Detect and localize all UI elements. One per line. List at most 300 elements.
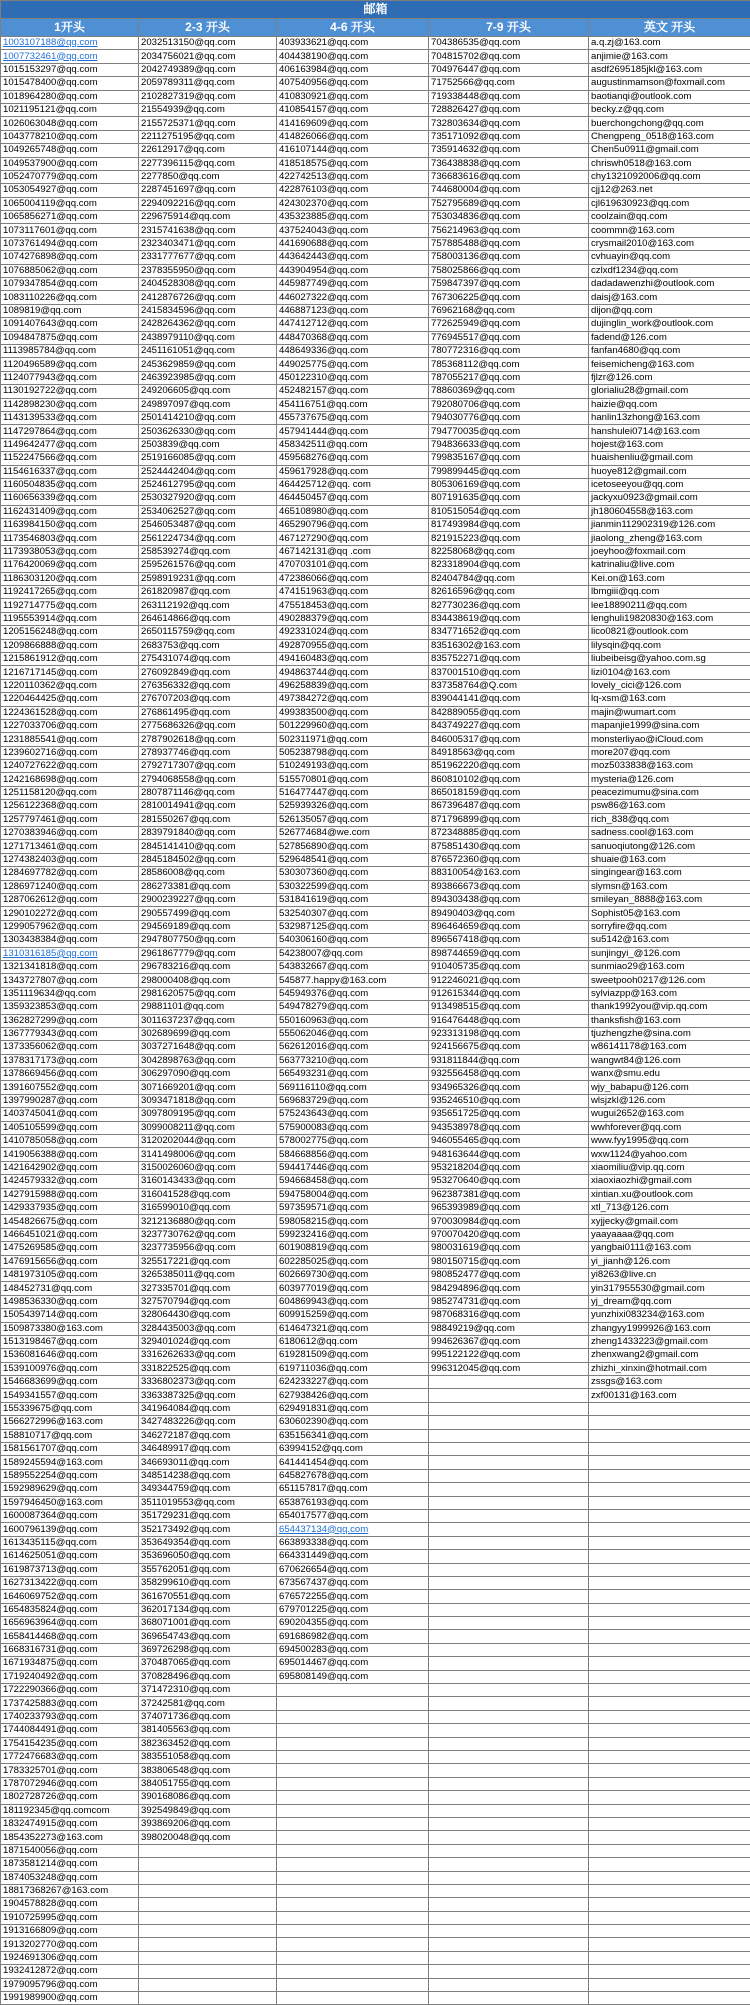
- email-cell[interactable]: 464450457@qq.com: [277, 492, 429, 505]
- email-cell[interactable]: 1373356062@qq.com: [1, 1041, 139, 1054]
- email-cell[interactable]: 1359323853@qq.com: [1, 1001, 139, 1014]
- email-cell[interactable]: 630602390@qq.com: [277, 1416, 429, 1429]
- email-cell[interactable]: 1668316731@qq.com: [1, 1643, 139, 1656]
- email-cell[interactable]: 286273381@qq.com: [139, 880, 277, 893]
- email-cell[interactable]: 752795689@qq.com: [429, 197, 589, 210]
- email-cell[interactable]: 1589245594@163.com: [1, 1456, 139, 1469]
- email-cell[interactable]: tjuzhengzhe@sina.com: [589, 1027, 750, 1040]
- email-cell[interactable]: coolzain@qq.com: [589, 211, 750, 224]
- email-cell[interactable]: 994626367@qq.com: [429, 1335, 589, 1348]
- email-cell[interactable]: 3093471818@qq.com: [139, 1094, 277, 1107]
- email-cell[interactable]: 370828496@qq.com: [139, 1670, 277, 1683]
- email-cell[interactable]: 437524043@qq.com: [277, 224, 429, 237]
- email-cell[interactable]: 296783216@qq.com: [139, 960, 277, 973]
- email-cell[interactable]: 679701225@qq.com: [277, 1603, 429, 1616]
- email-cell[interactable]: 987068316@qq.com: [429, 1309, 589, 1322]
- email-cell[interactable]: 435323885@qq.com: [277, 211, 429, 224]
- email-cell[interactable]: 370487065@qq.com: [139, 1657, 277, 1670]
- email-cell[interactable]: 1539100976@qq.com: [1, 1362, 139, 1375]
- email-cell[interactable]: 598058215@qq.com: [277, 1215, 429, 1228]
- email-cell[interactable]: 1242168698@qq.com: [1, 773, 139, 786]
- email-cell[interactable]: 780772316@qq.com: [429, 344, 589, 357]
- email-cell[interactable]: [589, 1844, 750, 1857]
- email-cell[interactable]: 472386066@qq.com: [277, 572, 429, 585]
- email-cell[interactable]: [589, 1751, 750, 1764]
- email-cell[interactable]: [277, 1751, 429, 1764]
- email-cell[interactable]: wxw1124@yahoo.com: [589, 1148, 750, 1161]
- email-cell[interactable]: Chen5u0911@gmail.com: [589, 144, 750, 157]
- email-cell[interactable]: 1091407643@qq.com: [1, 318, 139, 331]
- email-cell[interactable]: 1772476683@qq.com: [1, 1751, 139, 1764]
- email-cell[interactable]: 510249193@qq.com: [277, 760, 429, 773]
- email-cell[interactable]: [277, 1884, 429, 1897]
- email-cell[interactable]: 934965326@qq.com: [429, 1081, 589, 1094]
- email-cell[interactable]: 2451161051@qq.com: [139, 344, 277, 357]
- email-cell[interactable]: lbmgiii@qq.com: [589, 586, 750, 599]
- email-cell[interactable]: feisemicheng@163.com: [589, 358, 750, 371]
- email-cell[interactable]: 1597946450@163.com: [1, 1496, 139, 1509]
- email-cell[interactable]: 736683616@qq.com: [429, 170, 589, 183]
- email-cell[interactable]: katrinaliu@live.com: [589, 559, 750, 572]
- email-cell[interactable]: 875851430@qq.com: [429, 840, 589, 853]
- email-cell[interactable]: [589, 1764, 750, 1777]
- email-cell[interactable]: 448470368@qq.com: [277, 331, 429, 344]
- email-cell[interactable]: yi8263@live.cn: [589, 1268, 750, 1281]
- email-cell[interactable]: 1619873713@qq.com: [1, 1563, 139, 1576]
- email-cell[interactable]: 98849219@qq.com: [429, 1322, 589, 1335]
- email-cell[interactable]: 1173546803@qq.com: [1, 532, 139, 545]
- email-cell[interactable]: 298000408@qq.com: [139, 974, 277, 987]
- email-cell[interactable]: [429, 1643, 589, 1656]
- email-cell[interactable]: 470703101@qq.com: [277, 559, 429, 572]
- email-cell[interactable]: sylviazpp@163.com: [589, 987, 750, 1000]
- email-cell[interactable]: dujinglin_work@outlook.com: [589, 318, 750, 331]
- email-cell[interactable]: 872348885@qq.com: [429, 827, 589, 840]
- email-cell[interactable]: haizie@qq.com: [589, 398, 750, 411]
- email-cell[interactable]: 1074276898@qq.com: [1, 251, 139, 264]
- email-cell[interactable]: 1162431409@qq.com: [1, 505, 139, 518]
- email-cell[interactable]: 2438979110@qq.com: [139, 331, 277, 344]
- email-cell[interactable]: 735914632@qq.com: [429, 144, 589, 157]
- email-cell[interactable]: 1073761494@qq.com: [1, 237, 139, 250]
- email-cell[interactable]: 54238007@qq.com: [277, 947, 429, 960]
- email-cell[interactable]: 18817368267@163.com: [1, 1884, 139, 1897]
- email-cell[interactable]: 569116110@qq.com: [277, 1081, 429, 1094]
- email-cell[interactable]: 1192714775@qq.com: [1, 599, 139, 612]
- email-cell[interactable]: [589, 1724, 750, 1737]
- column-header-7-9[interactable]: 7-9 开头: [429, 19, 589, 37]
- email-cell[interactable]: [139, 1992, 277, 2005]
- email-cell[interactable]: 732803634@qq.com: [429, 117, 589, 130]
- email-cell[interactable]: zhenxwang2@gmail.com: [589, 1349, 750, 1362]
- email-cell[interactable]: [429, 1898, 589, 1911]
- email-cell[interactable]: sadness.cool@163.com: [589, 827, 750, 840]
- email-cell[interactable]: 695014467@qq.com: [277, 1657, 429, 1670]
- email-cell[interactable]: 1719240492@qq.com: [1, 1670, 139, 1683]
- email-cell[interactable]: 1015478400@qq.com: [1, 77, 139, 90]
- email-cell[interactable]: 2032513150@qq.com: [139, 37, 277, 50]
- email-cell[interactable]: [429, 1496, 589, 1509]
- email-cell[interactable]: [277, 1938, 429, 1951]
- email-cell[interactable]: 767306225@qq.com: [429, 291, 589, 304]
- email-cell[interactable]: [429, 1724, 589, 1737]
- email-cell[interactable]: joeyhoo@foxmail.com: [589, 545, 750, 558]
- email-cell[interactable]: 448649336@qq.com: [277, 344, 429, 357]
- email-cell[interactable]: 2807871146@qq.com: [139, 786, 277, 799]
- email-cell[interactable]: 1613435115@qq.com: [1, 1536, 139, 1549]
- email-cell[interactable]: 362017134@qq.com: [139, 1603, 277, 1616]
- email-cell[interactable]: 410854157@qq.com: [277, 103, 429, 116]
- email-cell[interactable]: 89490403@qq.com: [429, 907, 589, 920]
- email-cell[interactable]: 229675914@qq.com: [139, 211, 277, 224]
- email-cell[interactable]: 1160504835@qq.com: [1, 478, 139, 491]
- email-cell[interactable]: 1149642477@qq.com: [1, 438, 139, 451]
- email-cell[interactable]: 465290796@qq.com: [277, 519, 429, 532]
- email-cell[interactable]: 2810014941@qq.com: [139, 800, 277, 813]
- email-cell[interactable]: 736438838@qq.com: [429, 157, 589, 170]
- email-cell[interactable]: 1205156248@qq.com: [1, 626, 139, 639]
- email-cell[interactable]: [277, 1804, 429, 1817]
- email-cell[interactable]: su5142@163.com: [589, 934, 750, 947]
- email-cell[interactable]: [139, 1978, 277, 1991]
- email-cell[interactable]: 563773210@qq.com: [277, 1054, 429, 1067]
- email-cell[interactable]: 1910725995@qq.com: [1, 1911, 139, 1924]
- email-cell[interactable]: 1498536330@qq.com: [1, 1295, 139, 1308]
- email-cell[interactable]: [429, 1670, 589, 1683]
- email-cell[interactable]: 1627313422@qq.com: [1, 1576, 139, 1589]
- email-cell[interactable]: [589, 1898, 750, 1911]
- email-cell[interactable]: 676572255@qq.com: [277, 1590, 429, 1603]
- email-cell[interactable]: 1932412872@qq.com: [1, 1965, 139, 1978]
- email-cell[interactable]: [277, 1710, 429, 1723]
- email-cell[interactable]: [589, 1871, 750, 1884]
- email-cell[interactable]: 416107144@qq.com: [277, 144, 429, 157]
- email-cell[interactable]: 602669730@qq.com: [277, 1268, 429, 1281]
- email-cell[interactable]: 474151963@qq.com: [277, 586, 429, 599]
- email-cell[interactable]: 2294092216@qq.com: [139, 197, 277, 210]
- email-cell[interactable]: 352173492@qq.com: [139, 1523, 277, 1536]
- email-cell[interactable]: 3237730762@qq.com: [139, 1228, 277, 1241]
- email-cell[interactable]: 735171092@qq.com: [429, 130, 589, 143]
- email-cell[interactable]: [429, 1965, 589, 1978]
- email-cell[interactable]: thank1992you@vip.qq.com: [589, 1001, 750, 1014]
- email-cell[interactable]: [429, 1509, 589, 1522]
- email-cell[interactable]: 1195553914@qq.com: [1, 612, 139, 625]
- email-cell[interactable]: 1740233793@qq.com: [1, 1710, 139, 1723]
- email-cell[interactable]: 2503626330@qq.com: [139, 425, 277, 438]
- email-cell[interactable]: 871796899@qq.com: [429, 813, 589, 826]
- email-cell[interactable]: 670626654@qq.com: [277, 1563, 429, 1576]
- email-cell[interactable]: 441690688@qq.com: [277, 237, 429, 250]
- email-cell[interactable]: [589, 1630, 750, 1643]
- email-cell[interactable]: 898744659@qq.com: [429, 947, 589, 960]
- email-cell[interactable]: 490288379@qq.com: [277, 612, 429, 625]
- email-cell[interactable]: 759847397@qq.com: [429, 278, 589, 291]
- email-cell[interactable]: 2042749389@qq.com: [139, 63, 277, 76]
- email-cell[interactable]: mysteria@126.com: [589, 773, 750, 786]
- email-cell[interactable]: 1284697782@qq.com: [1, 867, 139, 880]
- email-cell[interactable]: 1466451021@qq.com: [1, 1228, 139, 1241]
- email-cell[interactable]: 932556458@qq.com: [429, 1068, 589, 1081]
- email-cell[interactable]: dijon@qq.com: [589, 304, 750, 317]
- email-cell[interactable]: 353649354@qq.com: [139, 1536, 277, 1549]
- email-cell[interactable]: 1094847875@qq.com: [1, 331, 139, 344]
- email-cell[interactable]: 654437134@qq.com: [277, 1523, 429, 1536]
- email-cell[interactable]: 294569189@qq.com: [139, 920, 277, 933]
- email-cell[interactable]: 1646069752@qq.com: [1, 1590, 139, 1603]
- email-cell[interactable]: becky.z@qq.com: [589, 103, 750, 116]
- email-cell[interactable]: 673567437@qq.com: [277, 1576, 429, 1589]
- email-cell[interactable]: 550160963@qq.com: [277, 1014, 429, 1027]
- email-cell[interactable]: [589, 1777, 750, 1790]
- email-cell[interactable]: [429, 1884, 589, 1897]
- email-cell[interactable]: 744680004@qq.com: [429, 184, 589, 197]
- email-cell[interactable]: 452482157@qq.com: [277, 385, 429, 398]
- email-cell[interactable]: 704815702@qq.com: [429, 50, 589, 63]
- email-cell[interactable]: 555062046@qq.com: [277, 1027, 429, 1040]
- email-cell[interactable]: 1536081646@qq.com: [1, 1349, 139, 1362]
- email-cell[interactable]: 2546053487@qq.com: [139, 519, 277, 532]
- email-cell[interactable]: 916476448@qq.com: [429, 1014, 589, 1027]
- email-cell[interactable]: 1192417265@qq.com: [1, 586, 139, 599]
- email-cell[interactable]: 602285025@qq.com: [277, 1255, 429, 1268]
- email-cell[interactable]: [139, 1858, 277, 1871]
- email-cell[interactable]: 381405563@qq.com: [139, 1724, 277, 1737]
- email-cell[interactable]: 1015153297@qq.com: [1, 63, 139, 76]
- email-cell[interactable]: 3284435003@qq.com: [139, 1322, 277, 1335]
- email-cell[interactable]: 2839791840@qq.com: [139, 827, 277, 840]
- email-cell[interactable]: 1509873380@163.com: [1, 1322, 139, 1335]
- email-cell[interactable]: 3511019553@qq.com: [139, 1496, 277, 1509]
- email-cell[interactable]: 953218204@qq.com: [429, 1161, 589, 1174]
- email-cell[interactable]: xiaoxiaozhi@gmail.com: [589, 1175, 750, 1188]
- email-cell[interactable]: 3363387325@qq.com: [139, 1389, 277, 1402]
- email-cell[interactable]: 787055217@qq.com: [429, 371, 589, 384]
- email-cell[interactable]: 2287451697@qq.com: [139, 184, 277, 197]
- email-cell[interactable]: 276356332@qq.com: [139, 679, 277, 692]
- email-cell[interactable]: [277, 1992, 429, 2005]
- email-cell[interactable]: cjj12@263.net: [589, 184, 750, 197]
- email-cell[interactable]: 1658414468@qq.com: [1, 1630, 139, 1643]
- email-cell[interactable]: icetoseeyou@qq.com: [589, 478, 750, 491]
- email-cell[interactable]: 1505439714@qq.com: [1, 1309, 139, 1322]
- email-cell[interactable]: [277, 1871, 429, 1884]
- email-cell[interactable]: 893866673@qq.com: [429, 880, 589, 893]
- email-cell[interactable]: 2503839@qq.com: [139, 438, 277, 451]
- email-cell[interactable]: 258539274@qq.com: [139, 545, 277, 558]
- email-cell[interactable]: [429, 1858, 589, 1871]
- email-cell[interactable]: 407540956@qq.com: [277, 77, 429, 90]
- email-cell[interactable]: 275431074@qq.com: [139, 652, 277, 665]
- email-cell[interactable]: 390168086@qq.com: [139, 1791, 277, 1804]
- email-cell[interactable]: [429, 1617, 589, 1630]
- email-cell[interactable]: 1299057962@qq.com: [1, 920, 139, 933]
- email-cell[interactable]: zssgs@163.com: [589, 1376, 750, 1389]
- email-cell[interactable]: 1991989900@qq.com: [1, 1992, 139, 2005]
- email-cell[interactable]: yaayaaaa@qq.com: [589, 1228, 750, 1241]
- email-cell[interactable]: 1065856271@qq.com: [1, 211, 139, 224]
- email-cell[interactable]: 492870955@qq.com: [277, 639, 429, 652]
- email-cell[interactable]: 834438619@qq.com: [429, 612, 589, 625]
- email-cell[interactable]: 1251158120@qq.com: [1, 786, 139, 799]
- email-cell[interactable]: 82616596@qq.com: [429, 586, 589, 599]
- email-cell[interactable]: [139, 1951, 277, 1964]
- email-cell[interactable]: 158810717@qq.com: [1, 1429, 139, 1442]
- email-cell[interactable]: 278937746@qq.com: [139, 746, 277, 759]
- email-cell[interactable]: 1802728726@qq.com: [1, 1791, 139, 1804]
- email-cell[interactable]: 458342511@qq.com: [277, 438, 429, 451]
- email-cell[interactable]: [429, 1911, 589, 1924]
- email-cell[interactable]: slymsn@163.com: [589, 880, 750, 893]
- email-cell[interactable]: dadadawenzhi@outlook.com: [589, 278, 750, 291]
- email-cell[interactable]: hojest@163.com: [589, 438, 750, 451]
- email-cell[interactable]: 450122310@qq.com: [277, 371, 429, 384]
- email-cell[interactable]: 1581561707@qq.com: [1, 1443, 139, 1456]
- email-cell[interactable]: [429, 1523, 589, 1536]
- email-cell[interactable]: 614647321@qq.com: [277, 1322, 429, 1335]
- email-cell[interactable]: [139, 1844, 277, 1857]
- email-cell[interactable]: [139, 1911, 277, 1924]
- email-cell[interactable]: 794030776@qq.com: [429, 411, 589, 424]
- email-cell[interactable]: baotianqi@outlook.com: [589, 90, 750, 103]
- email-cell[interactable]: 817493984@qq.com: [429, 519, 589, 532]
- email-cell[interactable]: 597359571@qq.com: [277, 1201, 429, 1214]
- email-cell[interactable]: 467127290@qq.com: [277, 532, 429, 545]
- email-cell[interactable]: [139, 1871, 277, 1884]
- email-cell[interactable]: 2315741638@qq.com: [139, 224, 277, 237]
- email-cell[interactable]: [429, 1831, 589, 1844]
- email-cell[interactable]: zheng1433223@gmail.com: [589, 1335, 750, 1348]
- email-cell[interactable]: [429, 1536, 589, 1549]
- email-cell[interactable]: 351729231@qq.com: [139, 1509, 277, 1522]
- email-cell[interactable]: 629491831@qq.com: [277, 1402, 429, 1415]
- email-cell[interactable]: 1343727807@qq.com: [1, 974, 139, 987]
- email-cell[interactable]: [429, 1483, 589, 1496]
- email-cell[interactable]: cjl619630923@qq.com: [589, 197, 750, 210]
- email-cell[interactable]: 494863744@qq.com: [277, 666, 429, 679]
- email-cell[interactable]: 1215861912@qq.com: [1, 652, 139, 665]
- email-cell[interactable]: 410830921@qq.com: [277, 90, 429, 103]
- email-cell[interactable]: 1083110226@qq.com: [1, 291, 139, 304]
- email-cell[interactable]: [429, 1603, 589, 1616]
- email-cell[interactable]: 361670551@qq.com: [139, 1590, 277, 1603]
- email-cell[interactable]: 1549341557@qq.com: [1, 1389, 139, 1402]
- email-cell[interactable]: fanfan4680@qq.com: [589, 344, 750, 357]
- email-cell[interactable]: 454116751@qq.com: [277, 398, 429, 411]
- email-cell[interactable]: huoye812@gmail.com: [589, 465, 750, 478]
- email-cell[interactable]: 1427915988@qq.com: [1, 1188, 139, 1201]
- email-cell[interactable]: 393869206@qq.com: [139, 1817, 277, 1830]
- email-cell[interactable]: 594668458@qq.com: [277, 1175, 429, 1188]
- email-cell[interactable]: [429, 1871, 589, 1884]
- email-cell[interactable]: 728826427@qq.com: [429, 103, 589, 116]
- email-cell[interactable]: 896567418@qq.com: [429, 934, 589, 947]
- email-cell[interactable]: 515570801@qq.com: [277, 773, 429, 786]
- email-cell[interactable]: 3316262633@qq.com: [139, 1349, 277, 1362]
- email-cell[interactable]: [589, 1523, 750, 1536]
- email-cell[interactable]: [589, 1496, 750, 1509]
- email-cell[interactable]: [589, 1469, 750, 1482]
- email-cell[interactable]: 1367779343@qq.com: [1, 1027, 139, 1040]
- email-cell[interactable]: 1475269585@qq.com: [1, 1242, 139, 1255]
- email-cell[interactable]: 276861495@qq.com: [139, 706, 277, 719]
- email-cell[interactable]: 2323403471@qq.com: [139, 237, 277, 250]
- email-cell[interactable]: 594758004@qq.com: [277, 1188, 429, 1201]
- email-cell[interactable]: 1152247566@qq.com: [1, 452, 139, 465]
- email-cell[interactable]: 935246510@qq.com: [429, 1094, 589, 1107]
- email-cell[interactable]: 155339675@qq.com: [1, 1402, 139, 1415]
- email-cell[interactable]: 1209866888@qq.com: [1, 639, 139, 652]
- email-cell[interactable]: 910405735@qq.com: [429, 960, 589, 973]
- email-cell[interactable]: [277, 1817, 429, 1830]
- email-cell[interactable]: 2463923985@qq.com: [139, 371, 277, 384]
- email-cell[interactable]: 383551058@qq.com: [139, 1751, 277, 1764]
- email-cell[interactable]: 1076885062@qq.com: [1, 264, 139, 277]
- email-cell[interactable]: 635156341@qq.com: [277, 1429, 429, 1442]
- email-cell[interactable]: [429, 1804, 589, 1817]
- email-cell[interactable]: 984294896@qq.com: [429, 1282, 589, 1295]
- email-cell[interactable]: 3099008211@qq.com: [139, 1121, 277, 1134]
- email-cell[interactable]: 2155725371@qq.com: [139, 117, 277, 130]
- email-cell[interactable]: buerchongchong@qq.com: [589, 117, 750, 130]
- email-cell[interactable]: 404438190@qq.com: [277, 50, 429, 63]
- email-cell[interactable]: 71752566@qq.com: [429, 77, 589, 90]
- email-cell[interactable]: 445987749@qq.com: [277, 278, 429, 291]
- email-cell[interactable]: 3150026060@qq.com: [139, 1161, 277, 1174]
- email-cell[interactable]: 1913166809@qq.com: [1, 1925, 139, 1938]
- email-cell[interactable]: 502311971@qq.com: [277, 733, 429, 746]
- email-cell[interactable]: 584668856@qq.com: [277, 1148, 429, 1161]
- email-cell[interactable]: 422876103@qq.com: [277, 184, 429, 197]
- email-cell[interactable]: 970030984@qq.com: [429, 1215, 589, 1228]
- email-cell[interactable]: 1120496589@qq.com: [1, 358, 139, 371]
- email-cell[interactable]: 2034756021@qq.com: [139, 50, 277, 63]
- email-cell[interactable]: 1754154235@qq.com: [1, 1737, 139, 1750]
- email-cell[interactable]: 821915223@qq.com: [429, 532, 589, 545]
- email-cell[interactable]: [589, 1884, 750, 1897]
- email-cell[interactable]: [589, 1643, 750, 1656]
- email-cell[interactable]: 3237735956@qq.com: [139, 1242, 277, 1255]
- email-cell[interactable]: 996312045@qq.com: [429, 1362, 589, 1375]
- email-cell[interactable]: 532987125@qq.com: [277, 920, 429, 933]
- email-cell[interactable]: 2595261576@qq.com: [139, 559, 277, 572]
- email-cell[interactable]: [429, 1938, 589, 1951]
- email-cell[interactable]: 691686982@qq.com: [277, 1630, 429, 1643]
- email-cell[interactable]: [429, 1416, 589, 1429]
- email-cell[interactable]: 1979095796@qq.com: [1, 1978, 139, 1991]
- email-cell[interactable]: czlxdf1234@qq.com: [589, 264, 750, 277]
- email-cell[interactable]: 276092849@qq.com: [139, 666, 277, 679]
- email-cell[interactable]: [589, 1925, 750, 1938]
- email-cell[interactable]: 325517221@qq.com: [139, 1255, 277, 1268]
- email-cell[interactable]: 406163984@qq.com: [277, 63, 429, 76]
- email-cell[interactable]: 383806548@qq.com: [139, 1764, 277, 1777]
- email-cell[interactable]: [429, 1469, 589, 1482]
- email-cell[interactable]: 1424579332@qq.com: [1, 1175, 139, 1188]
- email-cell[interactable]: 1481973105@qq.com: [1, 1268, 139, 1281]
- email-cell[interactable]: psw86@163.com: [589, 800, 750, 813]
- email-cell[interactable]: 627938426@qq.com: [277, 1389, 429, 1402]
- email-cell[interactable]: lico0821@outlook.com: [589, 626, 750, 639]
- email-cell[interactable]: 624233227@qq.com: [277, 1376, 429, 1389]
- email-cell[interactable]: 1378317173@qq.com: [1, 1054, 139, 1067]
- email-cell[interactable]: [429, 1737, 589, 1750]
- email-cell[interactable]: 704386535@qq.com: [429, 37, 589, 50]
- email-cell[interactable]: [429, 1684, 589, 1697]
- email-cell[interactable]: wangwt84@126.com: [589, 1054, 750, 1067]
- email-cell[interactable]: 306297090@qq.com: [139, 1068, 277, 1081]
- email-cell[interactable]: 446027322@qq.com: [277, 291, 429, 304]
